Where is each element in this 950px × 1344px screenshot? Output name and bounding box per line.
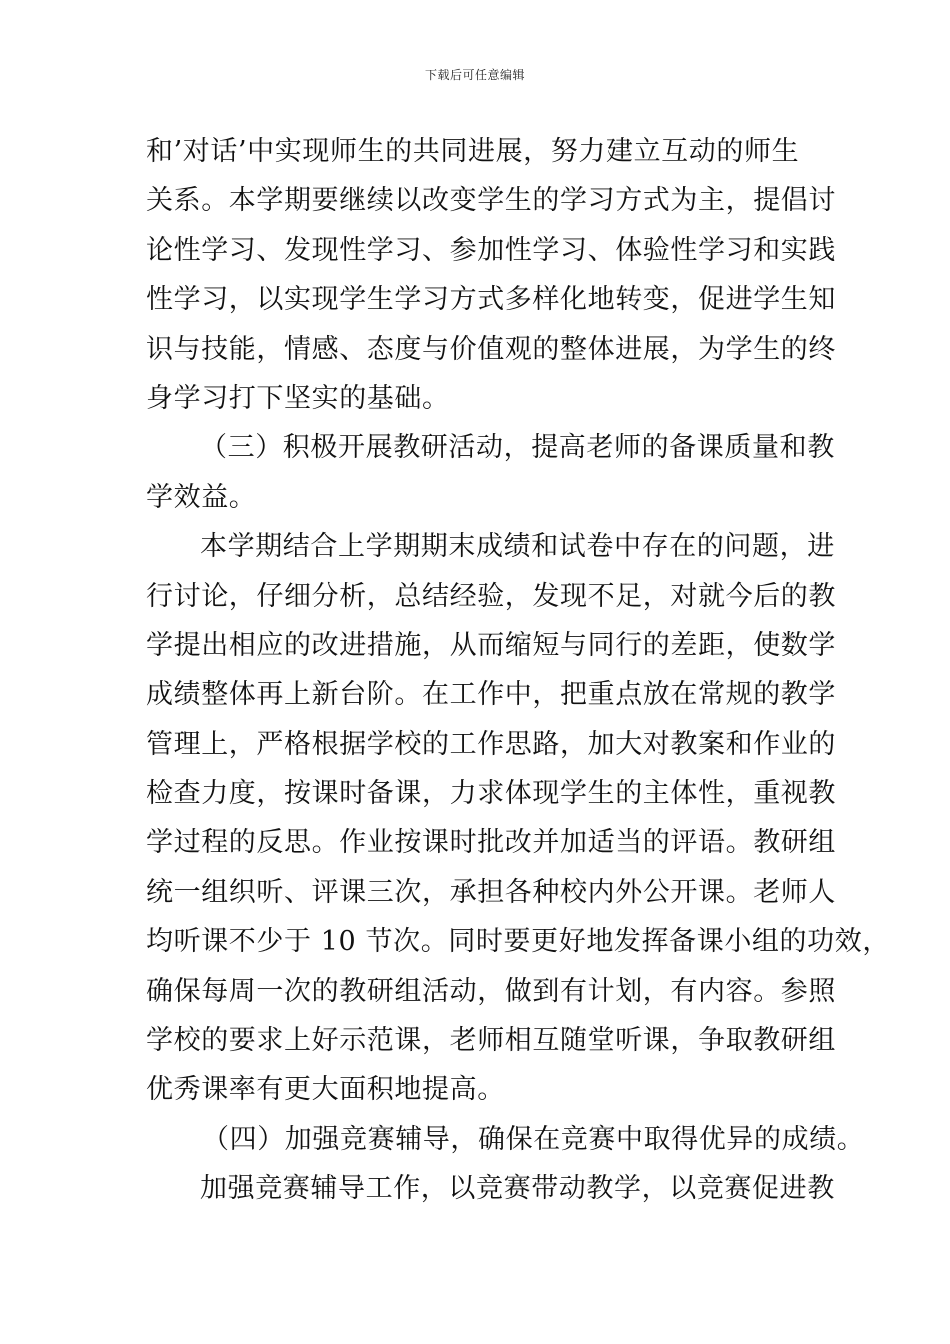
text-line: 检查力度，按课时备课，力求体现学生的主体性，重视教 [146, 778, 836, 810]
text-line: 关系。本学期要继续以改变学生的学习方式为主，提倡讨 [146, 185, 836, 217]
text-line: 学效益。 [146, 481, 257, 513]
document-body [146, 127, 890, 1214]
text-line: 管理上，严格根据学校的工作思路，加大对教案和作业的 [146, 728, 836, 760]
section-heading: （四）加强竞赛辅导，确保在竞赛中取得优异的成绩。 [202, 1123, 865, 1155]
text-line: 均听课不少于 10 节次。同时要更好地发挥备课小组的功效， [146, 926, 890, 958]
text-line: 身学习打下坚实的基础。 [146, 382, 450, 414]
text-line: 论性学习、发现性学习、参加性学习、体验性学习和实践 [146, 234, 836, 266]
page-header: 下载后可任意编辑 [424, 68, 525, 82]
text-line: 识与技能，情感、态度与价值观的整体进展，为学生的终 [146, 333, 836, 365]
text-line: 学校的要求上好示范课，老师相互随堂听课，争取教研组 [146, 1025, 836, 1057]
text-line: 性学习，以实现学生学习方式多样化地转变，促进学生知 [146, 284, 836, 316]
text-line: 学提出相应的改进措施，从而缩短与同行的差距，使数学 [146, 629, 836, 661]
text-line: 确保每周一次的教研组活动，做到有计划，有内容。参照 [146, 975, 836, 1007]
text-line: 统一组织听、评课三次，承担各种校内外公开课。老师人 [146, 876, 836, 908]
text-line: 优秀课率有更大面积地提高。 [146, 1074, 505, 1106]
text-line: 成绩整体再上新台阶。在工作中，把重点放在常规的教学 [146, 679, 836, 711]
paragraph-start: 本学期结合上学期期末成绩和试卷中存在的问题，进 [200, 531, 835, 563]
section-heading: （三）积极开展教研活动，提高老师的备课质量和教 [200, 432, 835, 464]
text-line: 和’对话’中实现师生的共同进展，努力建立互动的师生 [146, 136, 800, 167]
text-line: 行讨论，仔细分析，总结经验，发现不足，对就今后的教 [146, 580, 836, 612]
paragraph-start: 加强竞赛辅导工作，以竞赛带动教学，以竞赛促进教 [200, 1173, 835, 1205]
text-line: 学过程的反思。作业按课时批改并加适当的评语。教研组 [146, 827, 836, 859]
